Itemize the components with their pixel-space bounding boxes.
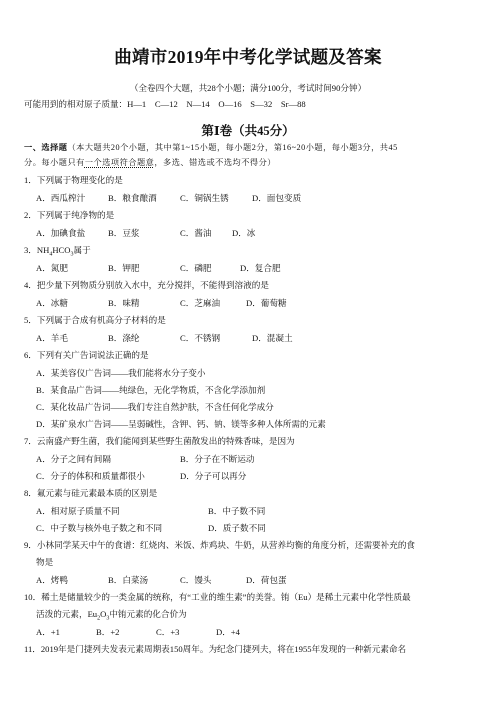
option: A．分子之间有间隔 (36, 454, 111, 464)
part1-note2a: 分。每小题只有 (24, 158, 85, 167)
question-4: 4．把少量下列物质分别放入水中，充分搅拌，不能得到溶液的是 (24, 280, 269, 290)
option: D．面包变质 (252, 193, 302, 203)
exam-info: （全卷四个大题，共28个小题；满分100分，考试时间90分钟） (129, 83, 367, 93)
question-6-option-b: B．某食品广告词——纯绿色，无化学物质，不含化学添加剂 (36, 385, 266, 395)
option: B．钾肥 (108, 263, 140, 273)
q3-text: 3．NH (24, 245, 50, 255)
atomic-masses: 可能用到的相对原子质量：H—1 C—12 N—14 O—16 S—32 Sr—88 (24, 99, 306, 109)
question-9-cont: 物是 (36, 557, 54, 567)
question-6-option-c: C．某化妆品广告词——我们专注自然护肤，不含任何化学成分 (36, 402, 274, 412)
option: A．西瓜榨汁 (36, 193, 86, 203)
section-title: 第Ⅰ卷（共45分） (201, 124, 295, 138)
q10-text: 活泼的元素，Eu (36, 609, 98, 619)
q10-sub: 3 (106, 615, 110, 622)
option: C．铜锅生锈 (180, 193, 229, 203)
question-6: 6．下列有关广告词说法正确的是 (24, 350, 149, 360)
option: C．馒头 (180, 575, 212, 585)
option: D．混凝土 (252, 333, 293, 343)
option: D．葡萄糖 (246, 298, 287, 308)
question-6-option-a: A．某美容仪广告词——我们能将水分子变小 (36, 368, 206, 378)
part1-header (24, 142, 476, 154)
option: C．磷肥 (180, 263, 212, 273)
option: C．分子的体积和质量都很小 (36, 471, 145, 481)
question-7: 7．云南盛产野生菌，我们能闻到某些野生菌散发出的特殊香味，是因为 (24, 436, 295, 446)
option: B．味精 (108, 298, 140, 308)
option: A．氮肥 (36, 263, 68, 273)
part1-header-line2 (24, 157, 476, 169)
question-2: 2．下列属于纯净物的是 (24, 210, 115, 220)
option: B．豆浆 (108, 228, 140, 238)
option: B．白菜汤 (108, 575, 149, 585)
option: B．粮食酿酒 (108, 193, 157, 203)
q3-text: 属于 (73, 245, 91, 255)
q10-text: 中铕元素的化合价为 (109, 609, 187, 619)
option: B．中子数不同 (208, 506, 266, 516)
option: B．分子在不断运动 (180, 454, 255, 464)
option: C．酱油 (180, 228, 212, 238)
option: A．羊毛 (36, 333, 68, 343)
option: C．中子数与核外电子数之和不同 (36, 523, 163, 533)
question-9: 9．小林同学某天中午的食谱：红烧肉、米饭、炸鸡块、牛奶，从营养均衡的角度分析，还需要补充的食 (24, 540, 416, 550)
question-6-option-d: D．某矿泉水广告词——呈弱碱性，含钾、钙、钠、镁等多种人体所需的元素 (36, 419, 326, 429)
option: B．+2 (96, 627, 120, 637)
option: C．+3 (156, 627, 180, 637)
option: B．涤纶 (108, 333, 140, 343)
question-10-cont (36, 608, 488, 625)
option: C．不锈钢 (180, 333, 221, 343)
option: D．复合肥 (240, 263, 281, 273)
part1-note2b: 一个选项符合题意 (84, 158, 155, 167)
q10-text: O (100, 609, 107, 619)
option: D．质子数不同 (208, 523, 266, 533)
question-11: 11．2019年是门捷列夫发表元素周期表150周年。为纪念门捷列夫，将在1955年发现的一种新元素命名 (24, 644, 407, 654)
q3-sub: 3 (70, 251, 74, 258)
q3-text: HCO (52, 245, 71, 255)
part1-note1: （本大题共20个小题，其中第1~15小题，每小题2分，第16~20小题，每小题3分，共45 (67, 143, 398, 152)
option: A．加碘食盐 (36, 228, 86, 238)
option: A．相对原子质量不同 (36, 506, 120, 516)
option: A．+1 (36, 627, 60, 637)
document-title: 曲靖市2019年中考化学试题及答案 (114, 47, 382, 67)
question-1: 1．下列属于物理变化的是 (24, 175, 123, 185)
question-10: 10．稀土是储量较少的一类金属的统称，有“工业的维生素”的美誉。铕（Eu）是稀土元素中化学性质最 (24, 592, 411, 602)
option: D．荷包蛋 (246, 575, 287, 585)
q3-sub: 4 (49, 251, 53, 258)
part1-label: 一、选择题 (24, 143, 68, 152)
q10-sub: 2 (97, 615, 101, 622)
option: D．冰 (232, 228, 256, 238)
question-5: 5．下列属于合成有机高分子材料的是 (24, 315, 166, 325)
option: A．烤鸭 (36, 575, 68, 585)
option: C．芝麻油 (180, 298, 221, 308)
option: D．+4 (216, 627, 240, 637)
part1-note2c: ，多选、错选或不选均不得分） (154, 158, 276, 167)
question-3 (24, 244, 476, 261)
option: A．冰糖 (36, 298, 68, 308)
option: D．分子可以再分 (180, 471, 247, 481)
question-8: 8．氟元素与硅元素最本质的区别是 (24, 488, 158, 498)
